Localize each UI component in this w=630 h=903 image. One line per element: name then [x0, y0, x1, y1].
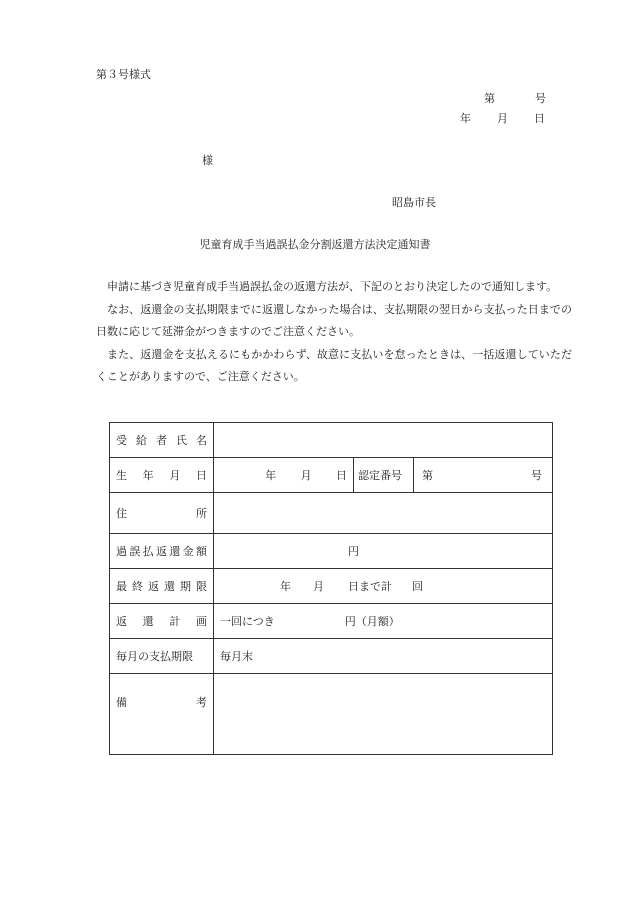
document-title: 児童育成手当過誤払金分割返還方法決定通知書 — [199, 238, 431, 251]
plan-field[interactable]: 一回につき 円（月額） — [214, 604, 553, 639]
body-paragraph: なお、返還金の支払期限までに返還しなかった場合は、支払期限の翌日から支払った日までの日数に応じて延滞金がつきますのでご注意ください。 — [96, 302, 572, 339]
monthly-deadline-value: 毎月末 — [214, 639, 553, 674]
label-recipient-name: 受 給 者 氏 名 — [110, 423, 214, 458]
label-plan: 返 還 計 画 — [110, 604, 214, 639]
label-overpaid-amount: 過 誤 払 返 還 金 額 — [110, 534, 214, 569]
details-table — [109, 422, 553, 755]
label-address: 住 所 — [110, 493, 214, 534]
issue-day: 日 — [534, 112, 545, 125]
body-paragraph: 申請に基づき児童育成手当過誤払金の返還方法が、下記のとおり決定したので通知します。 — [107, 280, 558, 293]
label-birth-date: 生 年 月 日 — [110, 458, 214, 493]
issue-month: 月 — [497, 112, 508, 125]
document-number — [484, 90, 546, 106]
row-remarks — [110, 674, 553, 755]
label-remarks: 備 考 — [110, 674, 214, 755]
recipient-suffix: 様 — [202, 154, 213, 167]
row-birth-date — [110, 458, 553, 493]
address-field[interactable] — [214, 493, 553, 534]
cert-number-label: 認定番号 — [354, 458, 414, 493]
doc-number-go: 号 — [535, 92, 546, 105]
overpaid-amount-field[interactable]: 円 — [214, 534, 553, 569]
body-text — [96, 276, 572, 389]
row-recipient-name — [110, 423, 553, 458]
row-final-deadline — [110, 569, 553, 604]
body-paragraph: また、返還金を支払えるにもかかわらず、故意に支払いを怠ったときは、一括返還していただくことがありますので、ご注意ください。 — [96, 347, 572, 384]
row-address — [110, 493, 553, 534]
doc-number-dai: 第 — [484, 92, 495, 105]
issue-year: 年 — [460, 112, 471, 125]
issuer: 昭島市長 — [392, 196, 436, 209]
issue-date — [460, 110, 545, 126]
row-plan — [110, 604, 553, 639]
row-monthly-deadline — [110, 639, 553, 674]
label-monthly-deadline: 毎月の支払期限 — [110, 639, 214, 674]
cert-number-field[interactable]: 第 号 — [414, 458, 553, 493]
row-overpaid-amount — [110, 534, 553, 569]
recipient-name-field[interactable] — [214, 423, 553, 458]
label-final-deadline: 最 終 返 還 期 限 — [110, 569, 214, 604]
final-deadline-field[interactable]: 年 月 日まで計 回 — [214, 569, 553, 604]
form-number: 第３号様式 — [96, 68, 151, 81]
birth-date-field[interactable]: 年 月 日 — [214, 458, 354, 493]
remarks-field[interactable] — [214, 674, 553, 755]
